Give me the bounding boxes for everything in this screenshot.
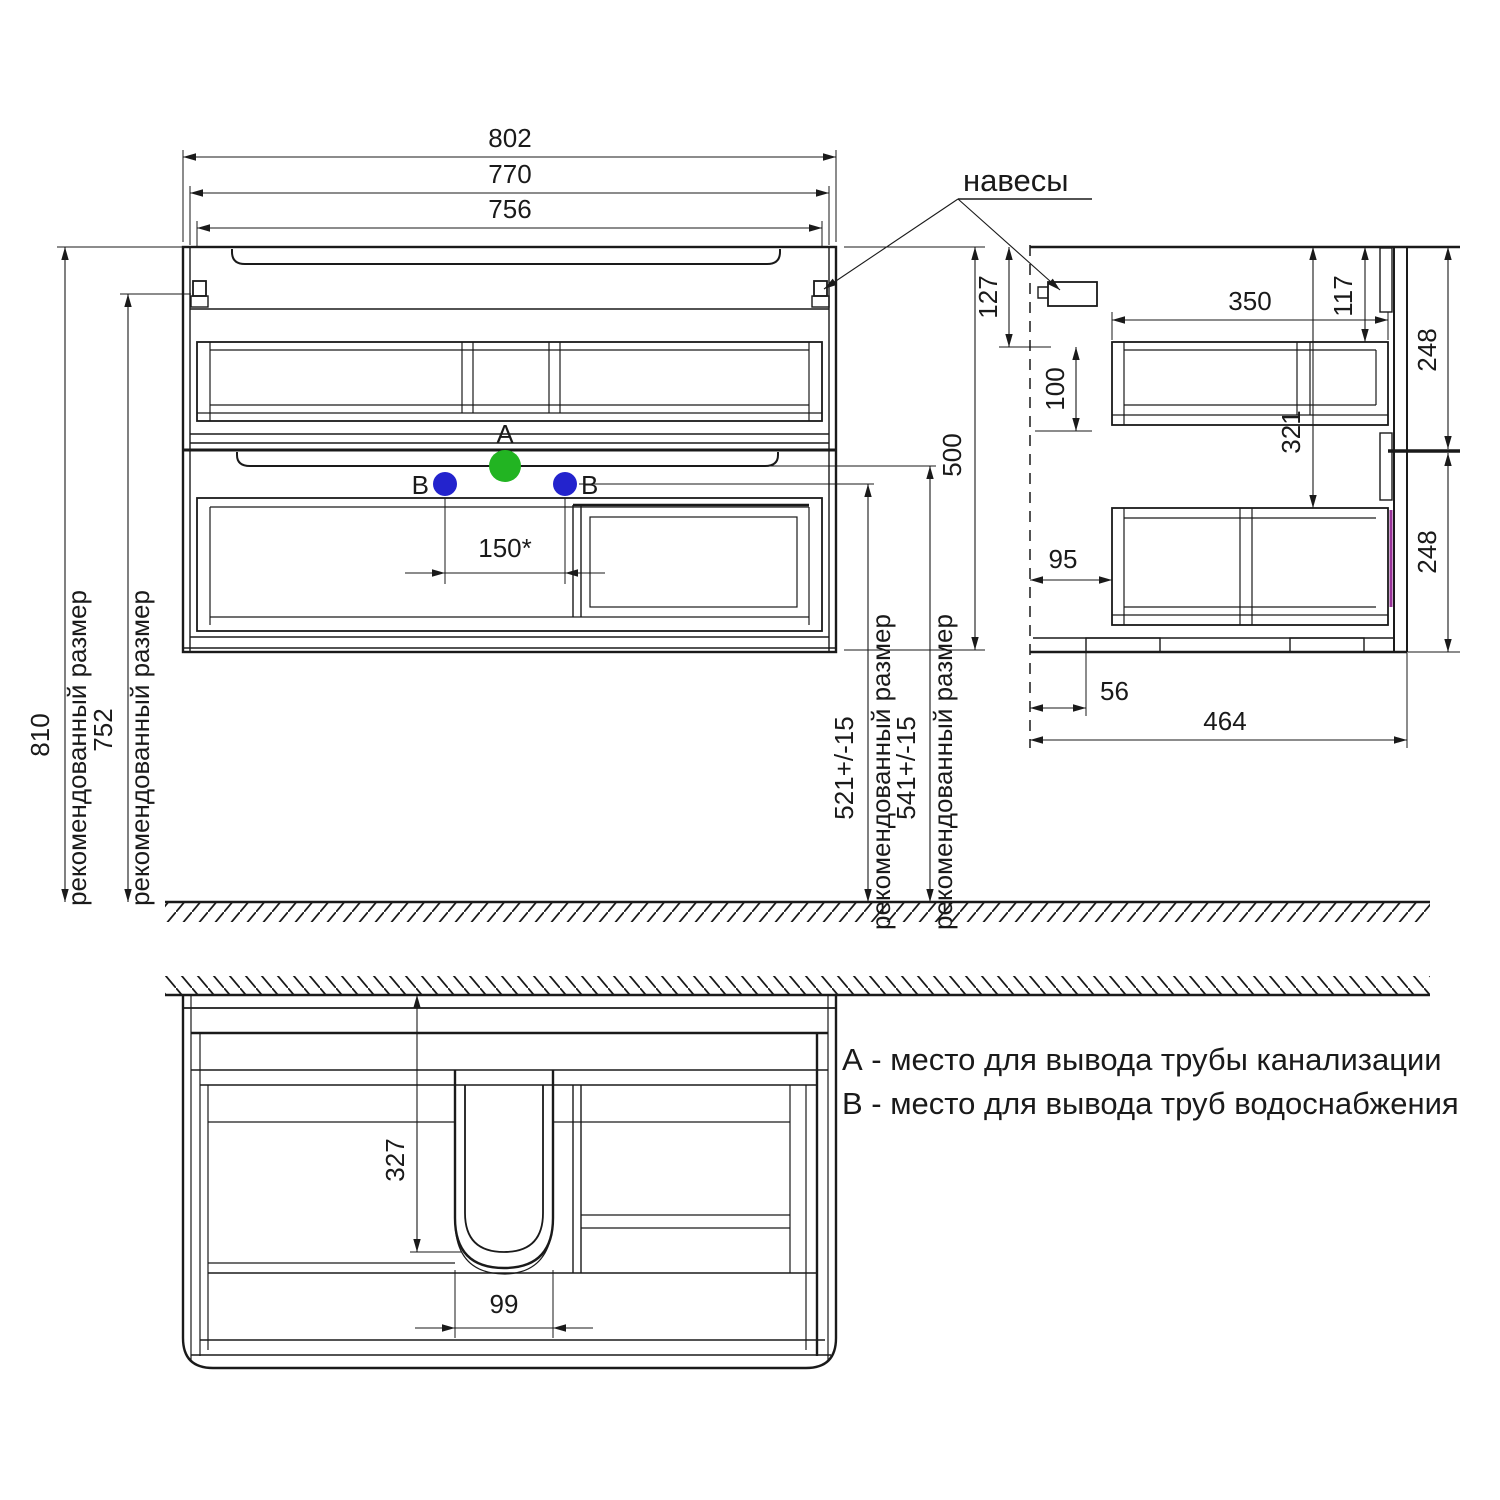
dim-foot-inset-56 [1030,652,1129,716]
svg-text:802: 802 [488,123,532,153]
hanger-bracket-right [812,281,829,307]
dim-mount-height-810 [25,247,183,906]
drain-point-a [489,450,521,482]
recommended-size-1: рекомендованный размер [62,590,92,906]
supply-point-b-right [553,472,577,496]
svg-text:127: 127 [973,275,1003,319]
dim-top-clearance-117 [1328,247,1365,342]
svg-text:321: 321 [1276,410,1306,454]
recommended-size-4: рекомендованный размер [928,614,958,930]
svg-text:756: 756 [488,194,532,224]
siphon-cutout [455,1070,553,1274]
dim-wall-clearance-95 [1030,544,1112,580]
svg-text:117: 117 [1328,275,1358,317]
basin-recess-front [232,249,780,264]
top-view [165,976,1430,1368]
front-view [183,247,836,652]
legend-line-a: А - место для вывода трубы канализации [842,1042,1442,1077]
svg-text:350: 350 [1228,286,1272,316]
svg-text:56: 56 [1100,676,1129,706]
svg-text:541+/-15: 541+/-15 [891,716,921,820]
recommended-size-3: рекомендованный размер [866,614,896,930]
dim-supply-height-521 [579,484,896,930]
svg-text:248: 248 [1412,328,1442,372]
recommended-size-2: рекомендованный размер [125,590,155,906]
dim-hanger-offset-127 [973,247,1051,347]
wall-hatch [165,976,1430,995]
dim-bracket-height-752 [88,294,191,906]
dim-lower-box-offset-321 [1276,247,1313,508]
svg-text:810: 810 [25,713,55,757]
dim-cutout-width-99 [415,1270,593,1338]
svg-text:770: 770 [488,159,532,189]
lower-drawer-side [1112,508,1391,625]
dim-supply-spacing [405,498,605,584]
glide-rail-top [1380,248,1392,312]
svg-text:100: 100 [1040,367,1070,411]
svg-text:752: 752 [88,708,118,752]
dim-total-depth-464 [1030,652,1407,748]
dim-front-drawer-width [197,194,822,248]
svg-text:521+/-15: 521+/-15 [829,716,859,820]
floor-line [165,902,1430,922]
legend [842,1042,1459,1121]
dim-lower-front-248 [1408,453,1460,652]
hangers-callout [824,163,1092,290]
dim-hanger-size-100 [1035,347,1092,431]
supply-point-b-left [433,472,457,496]
upper-drawer-side [1112,342,1388,425]
svg-text:150*: 150* [478,533,532,563]
point-a-label: А [496,419,514,449]
dim-upper-front-248 [1412,247,1448,449]
svg-text:248: 248 [1412,530,1442,574]
foot-right [1290,638,1364,652]
svg-text:327: 327 [380,1138,410,1182]
point-b-left-label: В [411,470,429,500]
hanger-bracket-left [191,281,208,307]
svg-text:99: 99 [489,1289,519,1319]
svg-text:500: 500 [937,433,967,477]
svg-text:95: 95 [1048,544,1078,574]
hanger-bracket-side [1038,282,1097,306]
point-b-right-label: В [581,470,599,500]
dim-cabinet-height-500 [844,247,985,650]
legend-line-b: В - место для вывода труб водоснабжения [842,1086,1459,1121]
floor-hatch [165,903,1430,922]
hangers-label: навесы [963,163,1069,198]
glide-rail-mid [1380,433,1392,500]
upper-drawer-front [197,342,822,421]
foot-left [1086,638,1160,652]
svg-text:464: 464 [1203,706,1247,736]
